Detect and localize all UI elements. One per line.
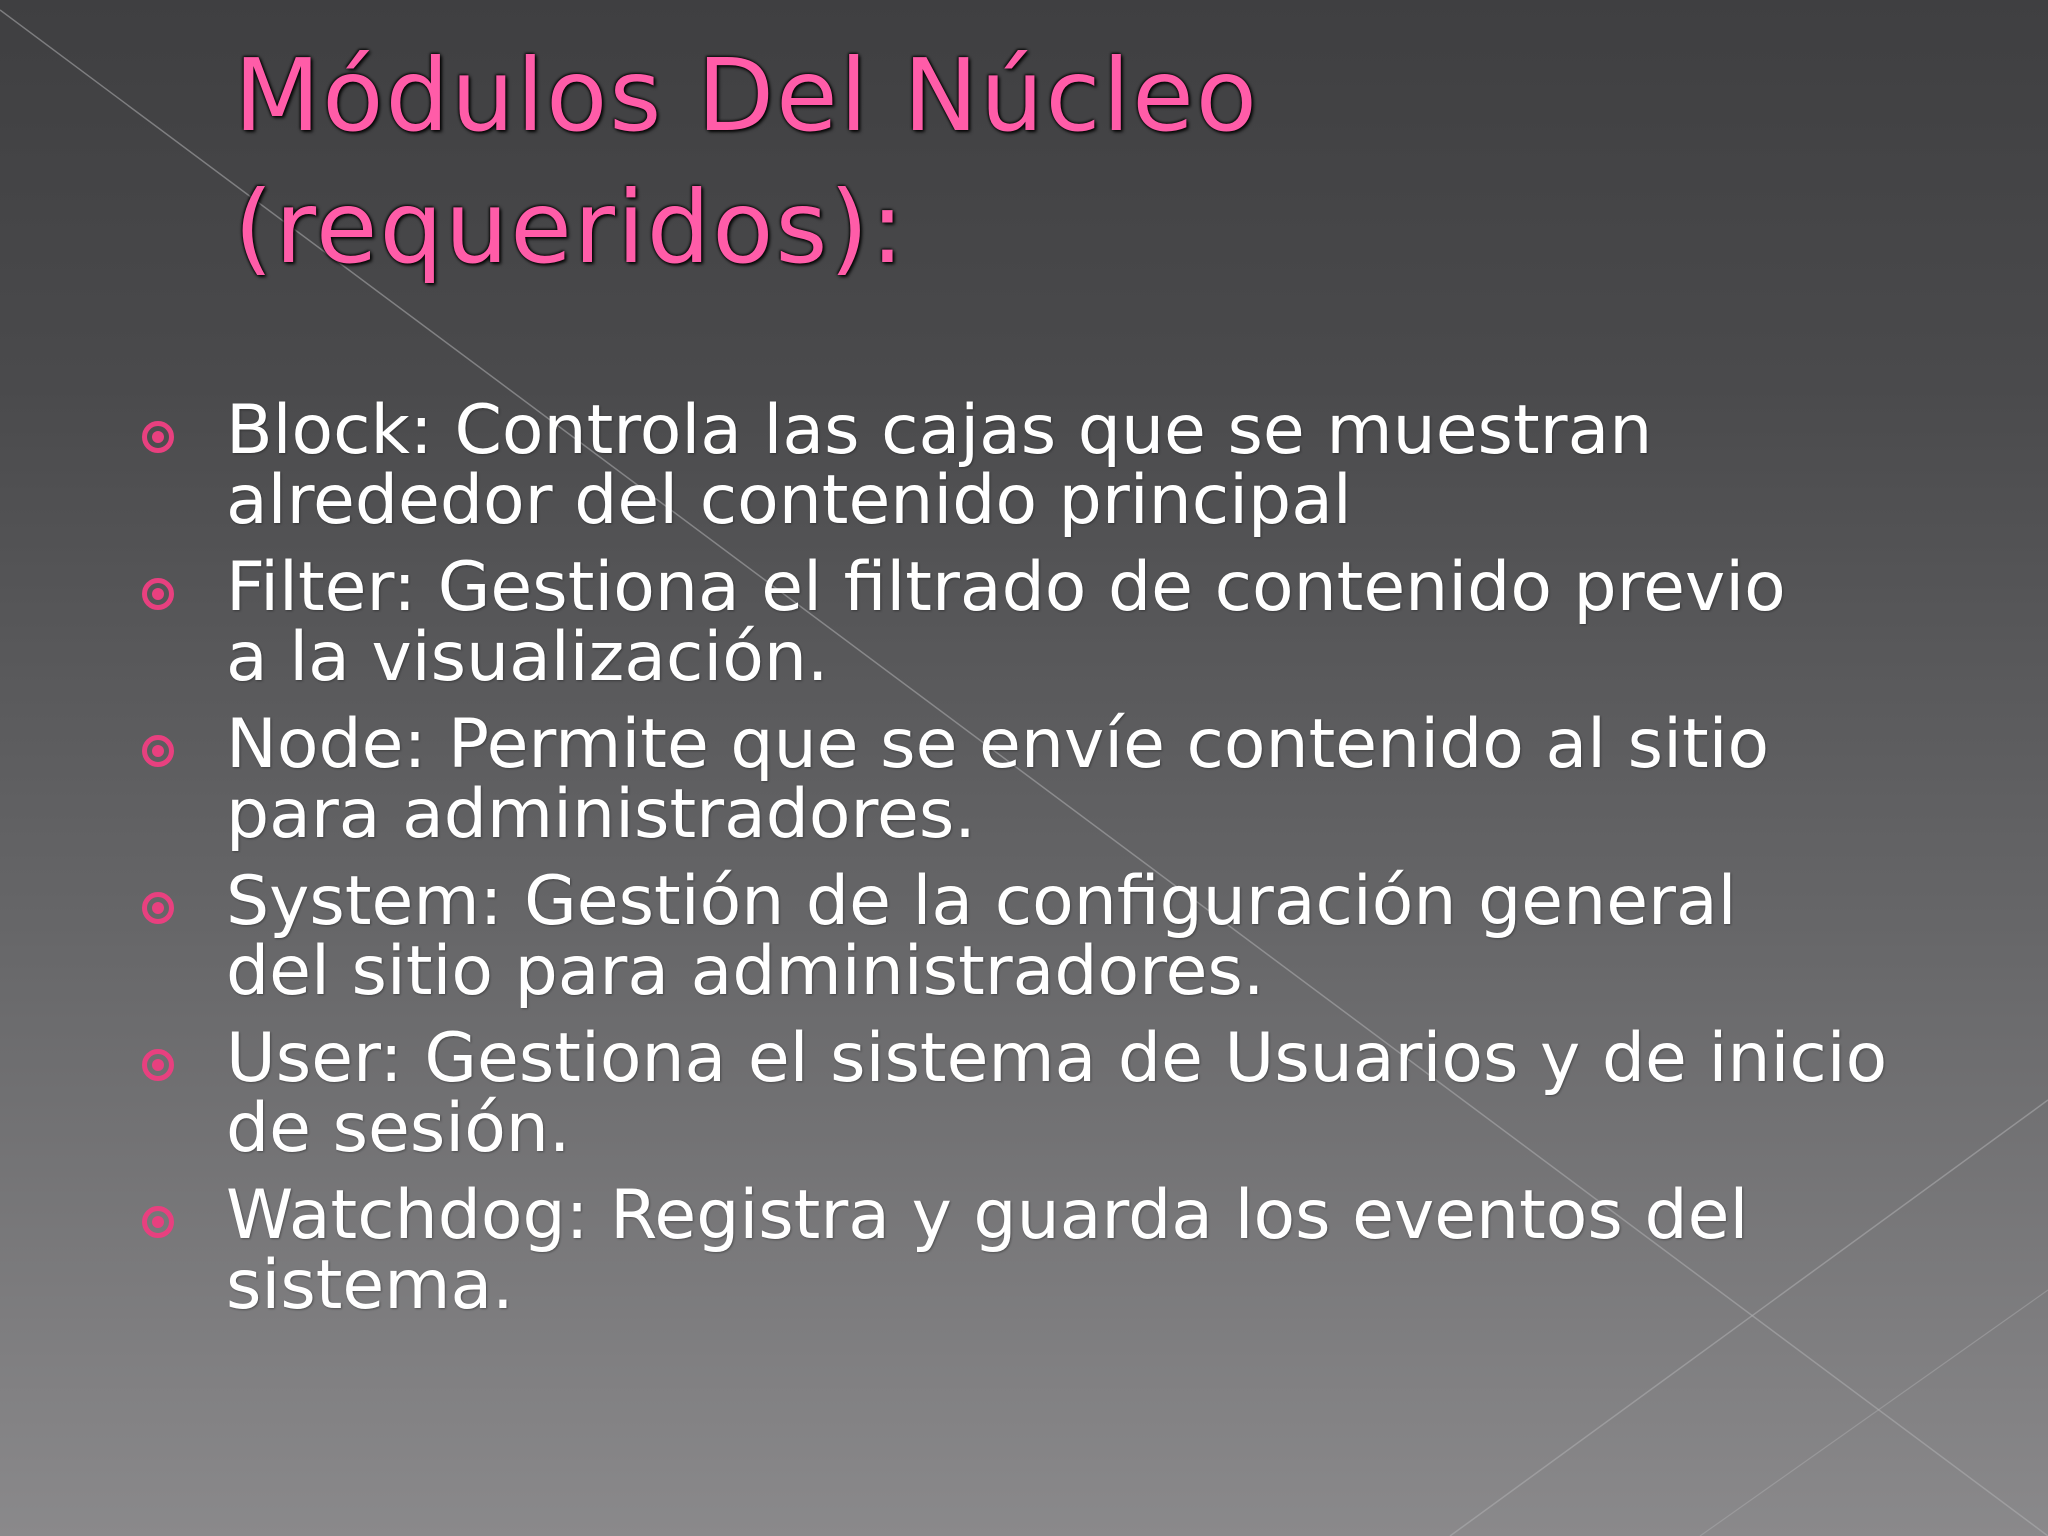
circle-dot-icon: [142, 421, 174, 453]
bullet-line: a la visualización.: [226, 618, 829, 697]
bullet-list: [138, 391, 2018, 1338]
bullet-text: [226, 1019, 2018, 1168]
bullet-text: [226, 391, 2018, 540]
bullet-line: User: Gestiona el sistema de Usuarios y de inicio: [226, 1019, 1888, 1098]
circle-dot-icon: [142, 892, 174, 924]
bullet-text: [226, 548, 2018, 697]
slide-title-line-1: Módulos Del Núcleo: [234, 37, 1259, 154]
circle-dot-icon: [142, 1206, 174, 1238]
bullet-text: [226, 862, 2018, 1011]
circle-dot-icon: [142, 1049, 174, 1081]
bullet-line: sistema.: [226, 1246, 514, 1325]
bullet-item-user: [138, 1019, 2018, 1168]
bullet-item-node: [138, 705, 2018, 854]
circle-dot-icon: [142, 578, 174, 610]
bullet-line: alrededor del contenido principal: [226, 461, 1352, 540]
bullet-line: Node: Permite que se envíe contenido al sitio: [226, 705, 1770, 784]
bullet-text: [226, 705, 2018, 854]
bullet-line: Block: Controla las cajas que se muestran: [226, 391, 1653, 470]
bullet-line: para administradores.: [226, 775, 976, 854]
slide-title: [234, 30, 1834, 294]
bullet-line: Filter: Gestiona el filtrado de contenido previo: [226, 548, 1786, 627]
bullet-line: System: Gestión de la configuración general: [226, 862, 1737, 941]
bullet-line: Watchdog: Registra y guarda los eventos del: [226, 1176, 1749, 1255]
circle-dot-icon: [142, 735, 174, 767]
bullet-item-block: [138, 391, 2018, 540]
bullet-text: [226, 1176, 2018, 1325]
bullet-item-filter: [138, 548, 2018, 697]
bullet-item-system: [138, 862, 2018, 1011]
bullet-line: de sesión.: [226, 1089, 571, 1168]
slide-title-line-2: (requeridos):: [234, 169, 907, 286]
bullet-line: del sitio para administradores.: [226, 932, 1265, 1011]
bullet-item-watchdog: [138, 1176, 2018, 1325]
